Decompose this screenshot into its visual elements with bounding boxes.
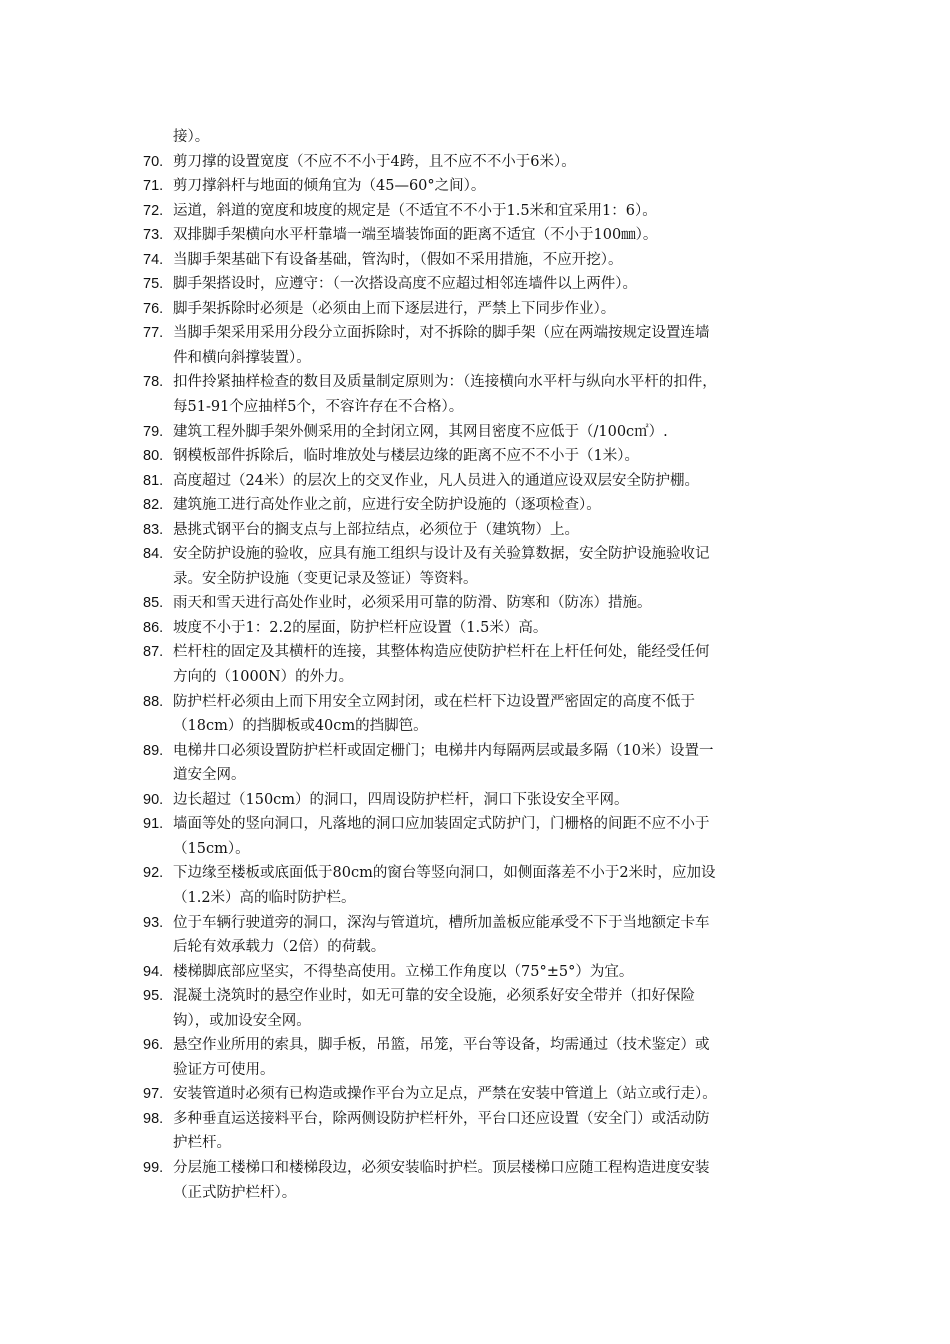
- item-text: 悬空作业所用的索具，脚手板，吊篮，吊笼，平台等设备，均需通过（技术鉴定）或: [173, 1037, 710, 1054]
- item-text: 剪刀撑的设置宽度（不应不不小于4跨，且不应不不小于6米）。: [173, 153, 576, 170]
- list-item: [143, 788, 823, 813]
- item-text: 边长超过（150cm）的洞口，四周设防护栏杆，洞口下张设安全平网。: [173, 791, 629, 808]
- item-number: 76.: [143, 300, 164, 317]
- item-number: 91.: [143, 816, 164, 833]
- list-item: [143, 420, 823, 445]
- list-item-continuation: [143, 1009, 823, 1034]
- item-text: 高度超过（24米）的层次上的交叉作业，凡人员进入的通道应设双层安全防护棚。: [173, 472, 699, 489]
- item-number: 74.: [143, 251, 164, 268]
- list-item-continuation: [143, 125, 823, 150]
- list-item-continuation: [143, 935, 823, 960]
- item-text: 双排脚手架横向水平杆靠墙一端至墙装饰面的距离不适宜（不小于100㎜）。: [173, 227, 658, 244]
- item-text: 方向的（1000N）的外力。: [173, 669, 354, 686]
- item-number: 93.: [143, 914, 164, 931]
- list-item: [143, 739, 823, 764]
- item-number: 95.: [143, 988, 164, 1005]
- list-item: [143, 690, 823, 715]
- list-item: [143, 174, 823, 199]
- list-item: [143, 911, 823, 936]
- item-number: 94.: [143, 963, 164, 980]
- item-text: 脚手架搭设时，应遵守：（一次搭设高度不应超过相邻连墙件以上两件）。: [173, 276, 637, 293]
- list-item-continuation: [143, 395, 823, 420]
- list-item: [143, 1156, 823, 1181]
- item-text: 道安全网。: [173, 767, 246, 784]
- list-item: [143, 812, 823, 837]
- list-item-continuation: [143, 346, 823, 371]
- item-number: 71.: [143, 178, 164, 195]
- item-number: 98.: [143, 1110, 164, 1127]
- item-text: 悬挑式钢平台的搁支点与上部拉结点，必须位于（建筑物）上。: [173, 521, 579, 538]
- item-text: 楼梯脚底部应坚实，不得垫高使用。立梯工作角度以（75°±5°）为宜。: [173, 963, 634, 980]
- item-text: 电梯井口必须设置防护栏杆或固定栅门；电梯井内每隔两层或最多隔（10米）设置一: [173, 742, 714, 759]
- item-text: 防护栏杆必须由上而下用安全立网封闭，或在栏杆下边设置严密固定的高度不低于: [173, 693, 695, 710]
- list-item: [143, 199, 823, 224]
- item-text: 运道，斜道的宽度和坡度的规定是（不适宜不不小于1.5米和宜采用1：6）。: [173, 202, 657, 219]
- item-text: 扣件拎紧抽样检查的数目及质量制定原则为：（连接横向水平杆与纵向水平杆的扣件，: [173, 374, 717, 391]
- item-text: 多种垂直运送接料平台，除两侧设防护栏杆外，平台口还应设置（安全门）或活动防: [173, 1110, 710, 1127]
- list-item-continuation: [143, 837, 823, 862]
- list-item: [143, 984, 823, 1009]
- item-text: 钩），或加设安全网。: [173, 1012, 311, 1029]
- document-body: [143, 125, 823, 1205]
- item-number: 86.: [143, 619, 164, 636]
- item-text: 护栏杆。: [173, 1135, 231, 1152]
- item-text: （15cm）。: [173, 840, 250, 857]
- item-text: 混凝土浇筑时的悬空作业时，如无可靠的安全设施，必须系好安全带并（扣好保险: [173, 988, 695, 1005]
- list-item: [143, 591, 823, 616]
- item-text: 下边缘至楼板或底面低于80cm的窗台等竖向洞口，如侧面落差不小于2米时，应加设: [173, 865, 716, 882]
- item-text: 安装管道时必须有已构造或操作平台为立足点，严禁在安装中管道上（站立或行走）。: [173, 1086, 717, 1103]
- item-text: 栏杆柱的固定及其横杆的连接，其整体构造应使防护栏杆在上杆任何处，能经受任何: [173, 644, 710, 661]
- list-item: [143, 616, 823, 641]
- item-number: 87.: [143, 644, 164, 661]
- item-text: 安全防护设施的验收，应具有施工组织与设计及有关验算数据，安全防护设施验收记: [173, 546, 710, 563]
- item-number: 81.: [143, 472, 164, 489]
- list-item: [143, 542, 823, 567]
- item-number: 82.: [143, 497, 164, 514]
- item-text: 当脚手架基础下有设备基础，管沟时，（假如不采用措施，不应开挖）。: [173, 251, 623, 268]
- item-text: 建筑工程外脚手架外侧采用的全封闭立网，其网目密度不应低于（/100c㎡）.: [173, 423, 668, 440]
- list-item: [143, 248, 823, 273]
- list-item-continuation: [143, 1131, 823, 1156]
- item-number: 70.: [143, 153, 164, 170]
- item-text: 剪刀撑斜杆与地面的倾角宜为（45—60°之间）。: [173, 178, 486, 195]
- item-text: 当脚手架采用采用分段分立面拆除时，对不拆除的脚手架（应在两端按规定设置连墙: [173, 325, 710, 342]
- item-number: 92.: [143, 865, 164, 882]
- item-number: 72.: [143, 202, 164, 219]
- list-item: [143, 150, 823, 175]
- list-item-continuation: [143, 714, 823, 739]
- item-text: 后轮有效承载力（2倍）的荷载。: [173, 939, 386, 956]
- item-text: 每51-91个应抽样5个，不容许存在不合格）。: [173, 399, 464, 416]
- item-text: （18cm）的挡脚板或40cm的挡脚笆。: [173, 718, 428, 735]
- item-text: 建筑施工进行高处作业之前，应进行安全防护设施的（逐项检查）。: [173, 497, 601, 514]
- item-number: 85.: [143, 595, 164, 612]
- list-item: [143, 321, 823, 346]
- item-number: 90.: [143, 791, 164, 808]
- item-number: 84.: [143, 546, 164, 563]
- item-number: 88.: [143, 693, 164, 710]
- list-item: [143, 493, 823, 518]
- list-item: [143, 1107, 823, 1132]
- list-item-continuation: [143, 1058, 823, 1083]
- item-number: 73.: [143, 227, 164, 244]
- item-text: 录。安全防护设施（变更记录及签证）等资料。: [173, 570, 478, 587]
- item-text: 分层施工楼梯口和楼梯段边，必须安装临时护栏。顶层楼梯口应随工程构造进度安装: [173, 1159, 710, 1176]
- item-text: 位于车辆行驶道旁的洞口，深沟与管道坑，槽所加盖板应能承受不下于当地额定卡车: [173, 914, 710, 931]
- list-item: [143, 960, 823, 985]
- item-text: 验证方可使用。: [173, 1061, 275, 1078]
- item-number: 80.: [143, 448, 164, 465]
- item-text: 接）。: [173, 129, 210, 145]
- item-number: 83.: [143, 521, 164, 538]
- list-item: [143, 272, 823, 297]
- list-item: [143, 1082, 823, 1107]
- list-item: [143, 1033, 823, 1058]
- list-item: [143, 370, 823, 395]
- list-item: [143, 444, 823, 469]
- item-number: 75.: [143, 276, 164, 293]
- list-item: [143, 469, 823, 494]
- item-text: 脚手架拆除时必须是（必须由上而下逐层进行，严禁上下同步作业）。: [173, 300, 616, 317]
- item-text: 坡度不小于1：2.2的屋面，防护栏杆应设置（1.5米）高。: [173, 619, 548, 636]
- item-number: 97.: [143, 1086, 164, 1103]
- item-number: 89.: [143, 742, 164, 759]
- item-number: 99.: [143, 1159, 164, 1176]
- item-text: （正式防护栏杆）。: [173, 1184, 297, 1201]
- list-item-continuation: [143, 886, 823, 911]
- item-text: 钢模板部件拆除后，临时堆放处与楼层边缘的距离不应不不小于（1米）。: [173, 448, 639, 465]
- item-text: 墙面等处的竖向洞口，凡落地的洞口应加装固定式防护门，门栅格的间距不应不小于: [173, 816, 710, 833]
- list-item-continuation: [143, 665, 823, 690]
- item-number: 78.: [143, 374, 164, 391]
- list-item: [143, 297, 823, 322]
- list-item-continuation: [143, 567, 823, 592]
- item-text: 雨天和雪天进行高处作业时，必须采用可靠的防滑、防寒和（防冻）措施。: [173, 595, 652, 612]
- item-number: 77.: [143, 325, 164, 342]
- item-number: 96.: [143, 1037, 164, 1054]
- list-item-continuation: [143, 1181, 823, 1206]
- item-number: 79.: [143, 423, 164, 440]
- item-text: （1.2米）高的临时防护栏。: [173, 889, 356, 906]
- list-item: [143, 518, 823, 543]
- list-item-continuation: [143, 763, 823, 788]
- item-text: 件和横向斜撑装置）。: [173, 349, 311, 366]
- list-item: [143, 223, 823, 248]
- list-item: [143, 861, 823, 886]
- list-item: [143, 640, 823, 665]
